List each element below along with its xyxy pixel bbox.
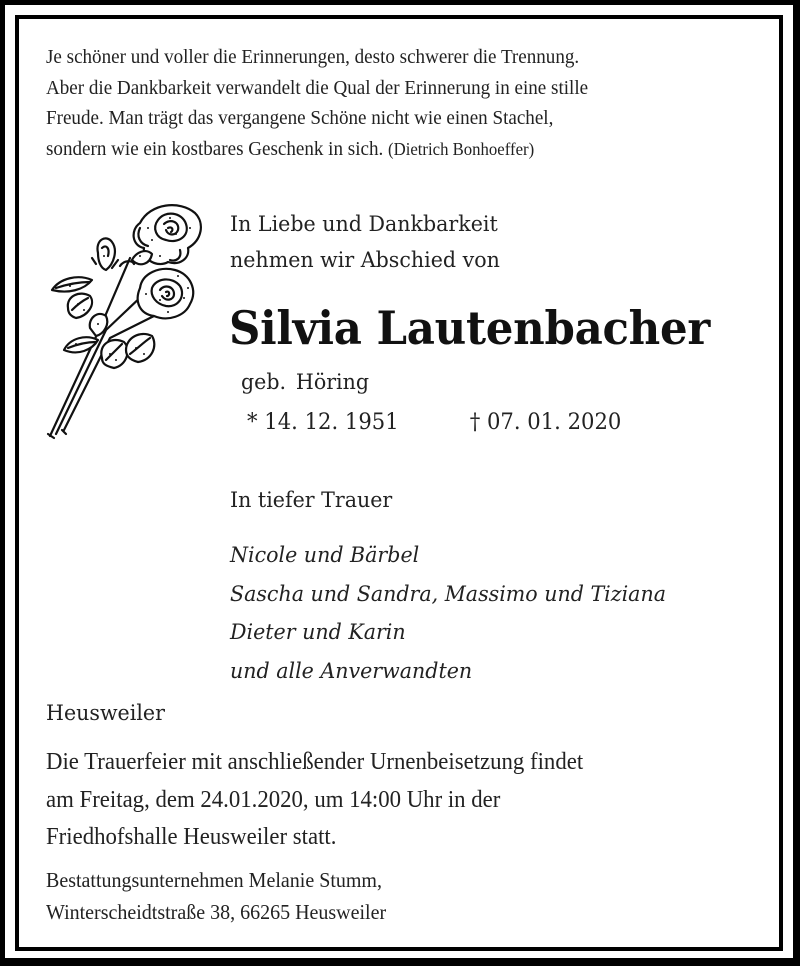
mourner-line: Dieter und Karin <box>230 620 406 644</box>
mourning-label: In tiefer Trauer <box>230 488 393 512</box>
maiden-name-line <box>241 366 369 398</box>
quote-attribution: (Dietrich Bonhoeffer) <box>388 138 535 159</box>
mourner-line: Sascha und Sandra, Massimo und Tiziana <box>230 581 666 606</box>
intro-text <box>230 206 500 278</box>
life-dates <box>247 406 621 440</box>
rose-icon <box>40 198 210 443</box>
ceremony-details <box>46 743 583 856</box>
bonhoeffer-quote <box>46 42 725 164</box>
quote-line: Je schöner und voller die Erinnerungen, desto schwerer die Trennung. <box>46 46 580 68</box>
maiden-name: Höring <box>295 370 370 394</box>
quote-line <box>46 134 725 165</box>
intro-line: In Liebe und Dankbarkeit <box>230 212 498 236</box>
birth-date: * 14. 12. 1951 <box>247 410 399 435</box>
ceremony-line: Die Trauerfeier mit anschließender Urnenbeisetzung findet <box>46 748 584 775</box>
quote-line: Freude. Man trägt das vergangene Schöne nicht wie einen Stachel, <box>46 107 554 129</box>
ceremony-line: am Freitag, dem 24.01.2020, um 14:00 Uhr in der <box>46 785 501 813</box>
quote-line: Aber die Dankbarkeit verwandelt die Qual der Erinnerung in eine stille <box>46 76 589 99</box>
funeral-home <box>46 864 386 928</box>
intro-line: nehmen wir Abschied von <box>230 248 500 272</box>
death-date: † 07. 01. 2020 <box>469 410 622 435</box>
place-name: Heusweiler <box>46 701 165 725</box>
mourner-line: Nicole und Bärbel <box>230 543 420 567</box>
deceased-name: Silvia Lautenbacher <box>229 301 710 355</box>
funeral-home-line: Bestattungsunternehmen Melanie Stumm, <box>46 868 382 892</box>
mourner-line: und alle Anverwandten <box>230 658 473 683</box>
quote-text: sondern wie ein kostbares Geschenk in sich. <box>46 137 384 160</box>
mourners-list <box>230 536 666 690</box>
maiden-prefix: geb. <box>241 370 287 394</box>
funeral-home-line: Winterscheidtstraße 38, 66265 Heusweiler <box>46 900 387 924</box>
ceremony-line: Friedhofshalle Heusweiler statt. <box>46 823 337 850</box>
